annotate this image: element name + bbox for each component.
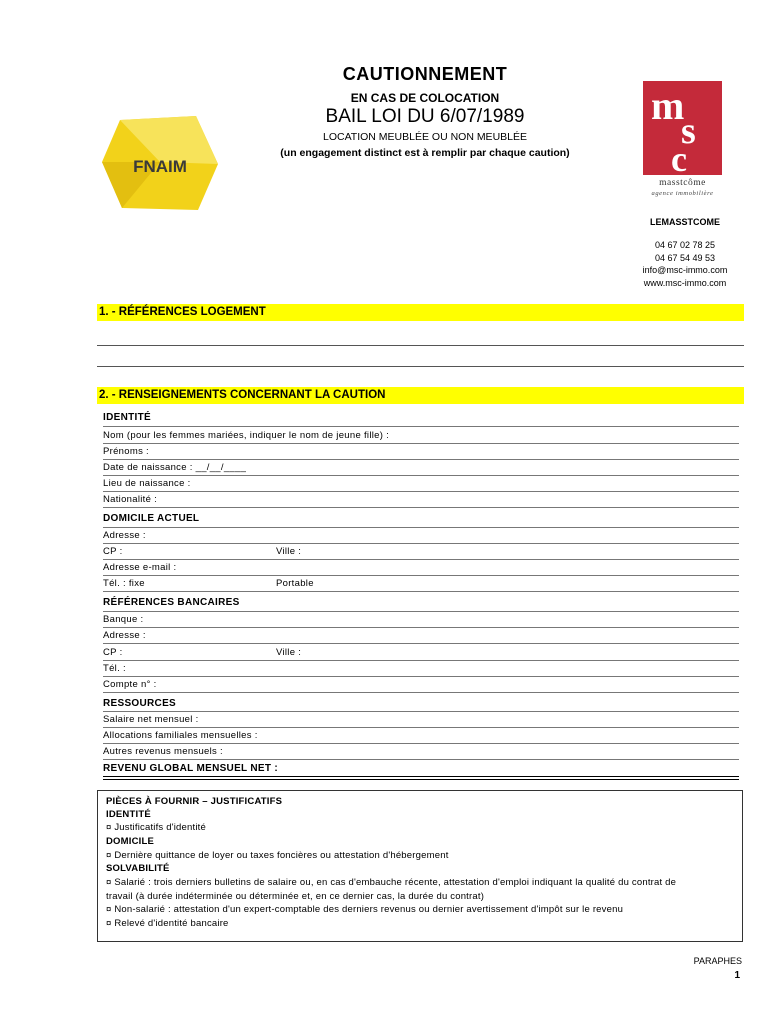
banque-adresse-field[interactable]: Adresse :	[103, 630, 146, 641]
page-number: 1	[734, 970, 740, 981]
row-divider	[103, 692, 739, 693]
banque-heading: RÉFÉRENCES BANCAIRES	[103, 597, 240, 608]
paraphes-label: PARAPHES	[693, 956, 742, 966]
revenu-global-field[interactable]: REVENU GLOBAL MENSUEL NET :	[103, 763, 278, 774]
svg-text:c: c	[671, 139, 687, 175]
banque-cp-field[interactable]: CP :	[103, 647, 123, 658]
agency-name: LEMASSTCOME	[649, 217, 720, 227]
pieces-salarie-item: ¤ Salarié : trois derniers bulletins de salaire ou, en cas d'embauche récente, attestation d'emploi indiquant la qualité du contrat de	[106, 877, 677, 888]
date-naissance-field[interactable]: Date de naissance : __/__/____	[103, 462, 247, 473]
row-divider	[103, 591, 739, 592]
compte-field[interactable]: Compte n° :	[103, 679, 157, 690]
row-divider	[103, 776, 739, 777]
row-divider	[103, 507, 739, 508]
pieces-non-salarie-item: ¤ Non-salarié : attestation d'un expert-comptable des derniers revenus ou dernier avertissement d'impôt sur le revenu	[106, 904, 624, 915]
agency-contact	[600, 239, 770, 289]
autres-revenus-field[interactable]: Autres revenus mensuels :	[103, 746, 223, 757]
website-link[interactable]: www.msc-immo.com	[643, 277, 727, 288]
domicile-heading: DOMICILE ACTUEL	[103, 513, 200, 524]
portable-field[interactable]: Portable	[276, 578, 314, 589]
msc-tagline: agence immobilière	[651, 190, 714, 197]
pieces-rib-item: ¤ Relevé d'identité bancaire	[106, 918, 229, 929]
svg-text:m: m	[651, 83, 685, 128]
phone-1: 04 67 02 78 25	[654, 240, 716, 250]
location-type: LOCATION MEUBLÉE OU NON MEUBLÉE	[322, 131, 527, 143]
identite-heading: IDENTITÉ	[103, 412, 151, 423]
domicile-ville-field[interactable]: Ville :	[276, 546, 302, 557]
msc-logo	[643, 81, 722, 175]
row-divider	[103, 779, 739, 780]
pieces-identite-heading: IDENTITÉ	[106, 809, 151, 820]
email-field[interactable]: Adresse e-mail :	[103, 562, 177, 573]
pieces-domicile-heading: DOMICILE	[106, 836, 155, 847]
lieu-naissance-field[interactable]: Lieu de naissance :	[103, 478, 191, 489]
pieces-identite-item: ¤ Justificatifs d'identité	[106, 822, 206, 833]
banque-field[interactable]: Banque :	[103, 614, 144, 625]
logement-line-2[interactable]	[97, 366, 744, 367]
banque-tel-field[interactable]: Tél. :	[103, 663, 126, 674]
domicile-cp-field[interactable]: CP :	[103, 546, 123, 557]
ressources-heading: RESSOURCES	[103, 698, 177, 709]
row-divider	[103, 643, 739, 644]
tel-fixe-field[interactable]: Tél. : fixe	[103, 578, 145, 589]
allocations-field[interactable]: Allocations familiales mensuelles :	[103, 730, 258, 741]
domicile-cp-row	[103, 544, 739, 559]
phone-2: 04 67 54 49 53	[654, 252, 716, 263]
pieces-salarie-item-cont: travail (à durée indéterminée ou déterminée et, en ce dernier cas, la durée du contrat)	[106, 891, 485, 902]
msc-name: masstcôme	[659, 178, 706, 188]
row-divider	[103, 426, 739, 427]
domicile-tel-row	[103, 576, 739, 591]
section-2-header: 2. - RENSEIGNEMENTS CONCERNANT LA CAUTION	[97, 387, 744, 404]
logement-line-1[interactable]	[97, 345, 744, 346]
pieces-heading: PIÈCES À FOURNIR – JUSTIFICATIFS	[106, 796, 283, 807]
nationalite-field[interactable]: Nationalité :	[103, 494, 158, 505]
law-reference: BAIL LOI DU 6/07/1989	[325, 106, 525, 127]
row-divider	[103, 759, 739, 760]
nom-field[interactable]: Nom (pour les femmes mariées, indiquer le nom de jeune fille) :	[103, 430, 390, 441]
pieces-solvabilite-heading: SOLVABILITÉ	[106, 863, 170, 874]
salaire-field[interactable]: Salaire net mensuel :	[103, 714, 199, 725]
email-link[interactable]: info@msc-immo.com	[642, 265, 728, 275]
pieces-domicile-item: ¤ Dernière quittance de loyer ou taxes foncières ou attestation d'hébergement	[106, 850, 449, 861]
domicile-adresse-field[interactable]: Adresse :	[103, 530, 146, 541]
document-subtitle: EN CAS DE COLOCATION	[350, 91, 500, 105]
fnaim-logo-text: FNAIM	[133, 157, 187, 176]
section-1-header: 1. - RÉFÉRENCES LOGEMENT	[97, 304, 744, 321]
prenoms-field[interactable]: Prénoms :	[103, 446, 149, 457]
fnaim-logo	[98, 112, 222, 214]
banque-ville-field[interactable]: Ville :	[276, 647, 302, 658]
engagement-note: (un engagement distinct est à remplir par chaque caution)	[280, 147, 570, 159]
svg-text:s: s	[681, 110, 696, 152]
msc-logo-letters	[643, 81, 722, 175]
banque-cp-row	[103, 645, 739, 660]
document-title: CAUTIONNEMENT	[342, 64, 508, 84]
